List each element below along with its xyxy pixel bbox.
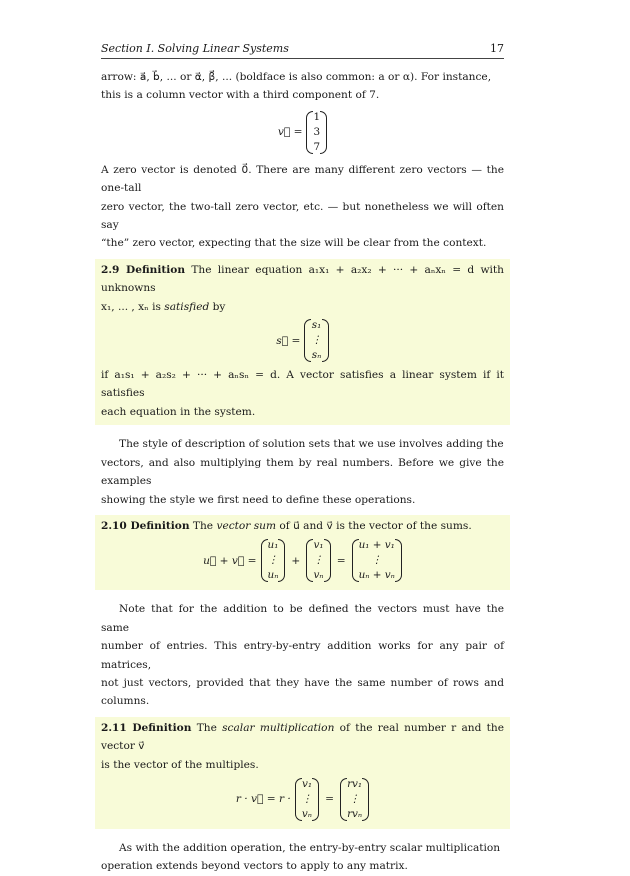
equation-v [101,110,504,155]
plus-operator: + [291,554,301,567]
defined-term: vector sum [216,519,277,532]
definition-line: if a₁s₁ + a₂s₂ + ··· + aₙsₙ = d. A vector satisfies a linear system if it satisfies [101,369,504,400]
definition-text: The [192,519,214,532]
paragraph-addition-note [101,600,504,710]
defined-term: scalar multiplication [222,721,335,734]
text-line: zero vector, the two-tall zero vector, etc. — but nonetheless we will often say [101,200,504,232]
vector-entry: 7 [313,140,321,153]
definition-label: 2.11 Definition [101,721,192,734]
definition-line: each equation in the system. [101,405,256,418]
definition-text: of the real number r and the vector v⃗ [101,721,504,753]
equation-lhs: s⃗ = [276,334,301,347]
vector-entry: ⋮ [301,792,313,805]
definition-2-11 [95,717,510,829]
section-title: Section I. Solving Linear Systems [101,42,289,55]
equation-vector-sum [101,538,504,583]
paragraph-zero-vector [101,161,504,253]
vector-entry: vₙ [301,807,313,820]
vector-entry: rv₁ [347,777,363,790]
paragraph-column-vector [101,68,504,105]
equals-operator: = [336,554,346,567]
vector-entry: u₁ + v₁ [358,539,395,552]
running-header [101,40,504,59]
vector-entry: ⋮ [313,554,324,567]
vector-entry: v₁ [313,539,324,552]
definition-text: The linear equation a₁x₁ + a₂x₂ + ··· + aₙxₙ = d with unknowns [101,263,504,295]
equation-s [101,318,504,363]
column-vector-v [295,777,319,822]
vector-entry: ⋮ [267,554,279,567]
text-line: operation extends beyond vectors to apply to any matrix. [101,860,408,873]
definition-line [101,261,504,298]
equation-scalar-mult [101,777,504,822]
vector-entry: 1 [313,110,321,123]
definition-line [101,719,504,756]
equation-lhs: u⃗ + v⃗ = [203,554,257,567]
text-line: arrow: a⃗, b⃗, ... or α⃗, β⃗, ... (boldface is also common: a or α). For instance, [101,71,492,83]
text-line: showing the style we first need to define these operations. [101,493,416,506]
page-body [101,40,504,876]
page-number: 17 [490,42,504,55]
text-line: this is a column vector with a third component of 7. [101,89,380,102]
vector-entry: ⋮ [349,792,360,805]
text-line: As with the addition operation, the entry-by-entry scalar multiplication [119,841,501,854]
column-vector-product [340,777,369,822]
equation-lhs: v⃗ = [277,126,303,139]
defined-term: satisfied [164,300,210,313]
column-vector [304,318,328,363]
definition-text: by [212,300,226,313]
vector-entry: u₁ [267,539,279,552]
definition-label: 2.9 Definition [101,263,186,276]
vector-entry: uₙ + vₙ [358,569,395,582]
definition-line [101,298,504,316]
vector-entry: sₙ [311,349,322,362]
definition-text: The [196,721,217,734]
text-line: The style of description of solution sets that we use involves adding the [119,438,504,451]
paragraph-scalar-note [101,839,504,876]
column-vector-u [261,538,286,583]
vector-entry: rvₙ [347,807,363,820]
text-line: A zero vector is denoted 0⃗. There are many different zero vectors — the one-tall [101,163,504,195]
text-line: not just vectors, provided that they have the same number of rows and columns. [101,676,504,708]
vector-entry: ⋮ [311,334,322,347]
equation-lhs: r · v⃗ = r · [235,793,291,806]
vector-entry: ⋮ [371,554,382,567]
equals-operator: = [325,793,335,806]
vector-entry: 3 [313,125,321,138]
definition-2-9 [95,259,510,425]
column-vector [306,110,327,155]
definition-line [101,517,504,535]
text-line: Note that for the addition to be defined the vectors must have the same [101,603,504,634]
column-vector-v [306,538,330,583]
vector-entry: s₁ [311,319,322,332]
definition-text: of u⃗ and v⃗ is the vector of the sums. [279,519,472,532]
vector-entry: vₙ [313,569,324,582]
definition-text: x₁, ... , xₙ is [101,300,161,313]
definition-line: is the vector of the multiples. [101,758,259,771]
definition-2-10 [95,515,510,590]
text-line: “the” zero vector, expecting that the size will be clear from the context. [101,237,487,250]
column-vector-sum [352,538,402,583]
vector-entry: v₁ [301,777,312,790]
vector-entry: uₙ [267,569,279,582]
paragraph-operations [101,435,504,509]
text-line: vectors, and also multiplying them by real numbers. Before we give the examples [101,456,504,488]
text-line: number of entries. This entry-by-entry addition works for any pair of matrices, [101,640,504,671]
definition-label: 2.10 Definition [101,519,190,532]
